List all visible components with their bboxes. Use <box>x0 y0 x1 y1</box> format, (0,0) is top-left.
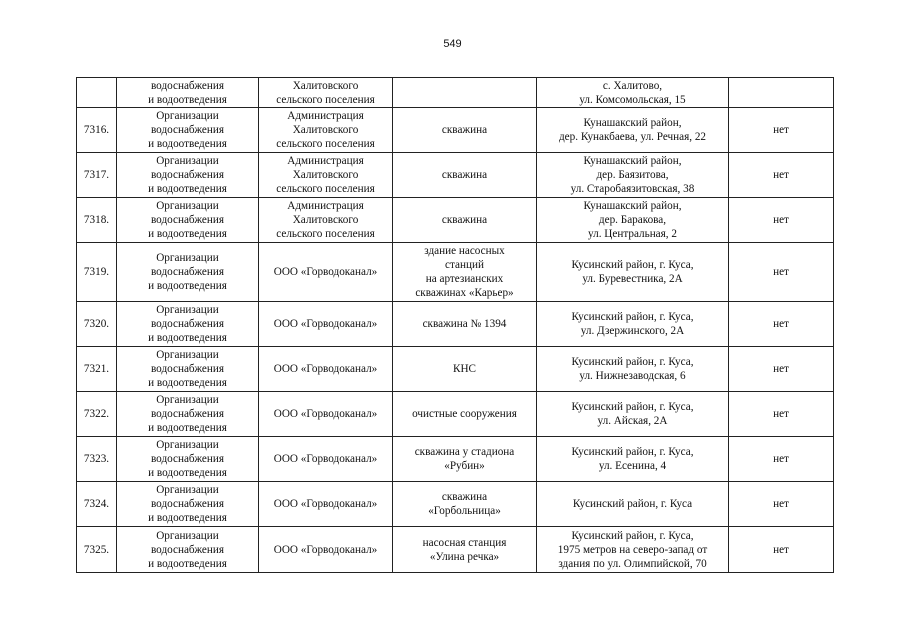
status <box>729 78 834 108</box>
status: нет <box>729 198 834 243</box>
table-row <box>77 78 834 108</box>
row-number: 7321. <box>77 347 117 392</box>
owner: ООО «Горводоканал» <box>259 243 393 302</box>
row-number: 7324. <box>77 482 117 527</box>
row-number <box>77 78 117 108</box>
status: нет <box>729 392 834 437</box>
object-name: скважина № 1394 <box>393 302 537 347</box>
object-name <box>393 78 537 108</box>
owner: Администрация Халитовского сельского поселения <box>259 108 393 153</box>
organization-type: Организации водоснабжения и водоотведения <box>117 302 259 347</box>
organization-type: Организации водоснабжения и водоотведения <box>117 243 259 302</box>
organization-type: Организации водоснабжения и водоотведения <box>117 482 259 527</box>
organization-type: Организации водоснабжения и водоотведения <box>117 198 259 243</box>
address: Кусинский район, г. Куса, ул. Дзержинского, 2А <box>537 302 729 347</box>
address: Кусинский район, г. Куса, ул. Буревестника, 2А <box>537 243 729 302</box>
address: Кусинский район, г. Куса, ул. Есенина, 4 <box>537 437 729 482</box>
object-name: скважина у стадиона «Рубин» <box>393 437 537 482</box>
address: Кунашакский район, дер. Кунакбаева, ул. Речная, 22 <box>537 108 729 153</box>
object-name: очистные сооружения <box>393 392 537 437</box>
organization-type: Организации водоснабжения и водоотведения <box>117 153 259 198</box>
owner: ООО «Горводоканал» <box>259 527 393 573</box>
object-name: КНС <box>393 347 537 392</box>
address: Кусинский район, г. Куса, ул. Айская, 2А <box>537 392 729 437</box>
organization-type: Организации водоснабжения и водоотведения <box>117 108 259 153</box>
address: Кунашакский район, дер. Баракова, ул. Центральная, 2 <box>537 198 729 243</box>
owner: Администрация Халитовского сельского поселения <box>259 153 393 198</box>
owner: ООО «Горводоканал» <box>259 482 393 527</box>
table-row <box>77 198 834 243</box>
row-number: 7323. <box>77 437 117 482</box>
object-name: скважина <box>393 153 537 198</box>
object-name: скважина <box>393 108 537 153</box>
organization-type: Организации водоснабжения и водоотведения <box>117 347 259 392</box>
row-number: 7325. <box>77 527 117 573</box>
owner: ООО «Горводоканал» <box>259 347 393 392</box>
organization-type: Организации водоснабжения и водоотведения <box>117 392 259 437</box>
address: Кусинский район, г. Куса, 1975 метров на северо-запад от здания по ул. Олимпийской, 70 <box>537 527 729 573</box>
table-row <box>77 302 834 347</box>
row-number: 7319. <box>77 243 117 302</box>
table-row <box>77 527 834 573</box>
status: нет <box>729 243 834 302</box>
address: Кусинский район, г. Куса <box>537 482 729 527</box>
table-row <box>77 482 834 527</box>
table-row <box>77 108 834 153</box>
status: нет <box>729 347 834 392</box>
organization-type: Организации водоснабжения и водоотведения <box>117 437 259 482</box>
status: нет <box>729 482 834 527</box>
row-number: 7316. <box>77 108 117 153</box>
owner: Халитовского сельского поселения <box>259 78 393 108</box>
status: нет <box>729 302 834 347</box>
row-number: 7322. <box>77 392 117 437</box>
owner: ООО «Горводоканал» <box>259 392 393 437</box>
owner: ООО «Горводоканал» <box>259 302 393 347</box>
row-number: 7318. <box>77 198 117 243</box>
object-name: скважина <box>393 198 537 243</box>
status: нет <box>729 153 834 198</box>
address: Кусинский район, г. Куса, ул. Нижнезаводская, 6 <box>537 347 729 392</box>
object-name: насосная станция «Улина речка» <box>393 527 537 573</box>
owner: ООО «Горводоканал» <box>259 437 393 482</box>
page-number: 549 <box>443 38 462 50</box>
status: нет <box>729 108 834 153</box>
object-name: здание насосных станций на артезианских скважинах «Карьер» <box>393 243 537 302</box>
table-row <box>77 347 834 392</box>
table-row <box>77 437 834 482</box>
organization-type: водоснабжения и водоотведения <box>117 78 259 108</box>
row-number: 7317. <box>77 153 117 198</box>
organization-type: Организации водоснабжения и водоотведения <box>117 527 259 573</box>
address: Кунашакский район, дер. Баязитова, ул. Старобаязитовская, 38 <box>537 153 729 198</box>
registry-table <box>76 77 834 573</box>
object-name: скважина «Горбольница» <box>393 482 537 527</box>
table-row <box>77 153 834 198</box>
table-row <box>77 243 834 302</box>
table-row <box>77 392 834 437</box>
status: нет <box>729 437 834 482</box>
status: нет <box>729 527 834 573</box>
address: с. Халитово, ул. Комсомольская, 15 <box>537 78 729 108</box>
owner: Администрация Халитовского сельского поселения <box>259 198 393 243</box>
row-number: 7320. <box>77 302 117 347</box>
